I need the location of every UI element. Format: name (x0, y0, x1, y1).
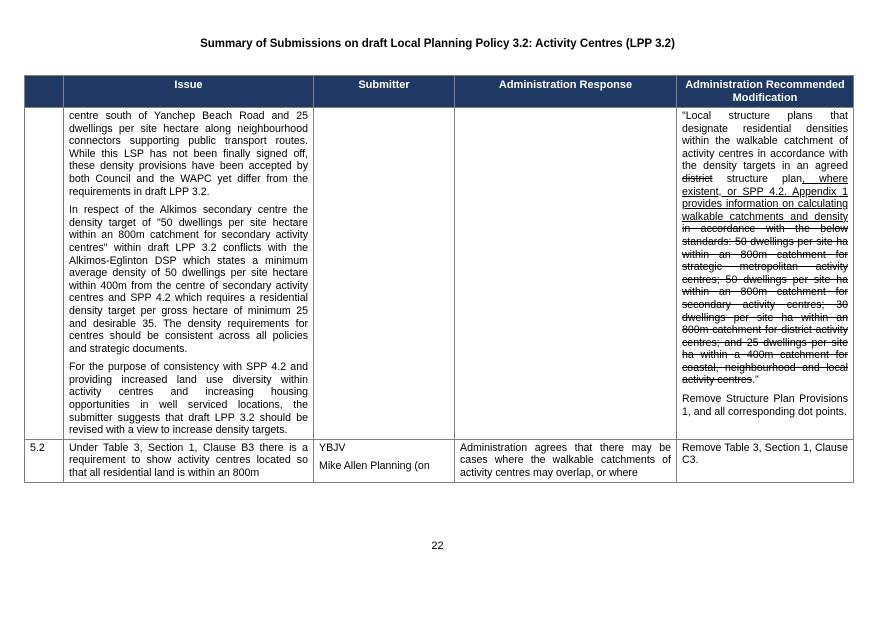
response-paragraph: Administration agrees that there may be cases where the walkable catchments of activity centres may overlap, or where (460, 441, 671, 480)
header-submitter: Submitter (314, 76, 455, 108)
table-row (25, 439, 854, 482)
deleted-text: district (682, 172, 713, 185)
modification-text: ." (752, 374, 759, 387)
submitter-cell (314, 439, 455, 482)
modification-paragraph: Remove Table 3, Section 1, Clause C3. (682, 441, 848, 467)
issue-paragraph: In respect of the Alkimos secondary centre the density target of "50 dwellings per site hectare within an 800m catchment for secondary activity centres" within draft LPP 3.2 conflicts with the Alkimos-Eglinton DSP which states a minimum average density of 50 dwellings per site hectare within 400m from the centre of secondary activity centres and SPP 4.2 which requires a residential density target per gross hectare of minimum 25 and desirable 35. The density requirements for centres should be consistent across all policies and strategic documents. (69, 204, 308, 355)
row-number: 5.2 (25, 439, 64, 482)
modification-text: "Local structure plans that designate residential densities within the walkable catchment of activity centres in accordance with the density targets in an agreed (682, 110, 848, 173)
header-admin-response: Administration Response (455, 76, 677, 108)
modification-text: structure plan (712, 172, 803, 185)
submitter-name: Mike Allen Planning (on (319, 460, 430, 473)
issue-paragraph: For the purpose of consistency with SPP 4.2 and providing increased land use diversity within activity centres and increasing housing opportunities in well serviced locations, the submitter suggests that draft LPP 3.2 should be revised with a view to increase density targets. (69, 361, 308, 437)
response-cell (455, 439, 677, 482)
inserted-text: , where existent, or SPP 4.2. Appendix 1 provides information on calculating walkable catchments and density (682, 172, 848, 223)
page-title: Summary of Submissions on draft Local Planning Policy 3.2: Activity Centres (LPP 3.2) (200, 38, 675, 50)
issue-paragraph: Under Table 3, Section 1, Clause B3 there is a requirement to show activity centres located so that all residential land is within an 800m (69, 441, 308, 480)
issue-cell (64, 108, 314, 440)
modification-cell (677, 439, 854, 482)
submitter-cell (314, 108, 455, 440)
deleted-text: in accordance with the below standards: 50 dwellings per site ha within an 800m catchment for strategic metropolitan activity centres; 50 dwellings per site ha within an 800m catchment for secondary activity centres; 30 dwellings per site ha within an 800m catchment for district activity centres; and 25 dwellings per site ha within a 400m catchment for coastal, neighbourhood and local activity centres (682, 223, 848, 387)
table-header-row (25, 76, 854, 108)
modification-paragraph: Remove Structure Plan Provisions 1, and all corresponding dot points. (682, 393, 848, 418)
header-recommended-modification: Administration Recommended Modification (677, 76, 854, 108)
issue-paragraph: centre south of Yanchep Beach Road and 25 dwellings per site hectare along neighbourhood connectors supporting public transport routes. While this LSP has not been finally signed off, these density provisions have been accepted by both Council and the WAPC yet differ from the requirements in draft LPP 3.2. (69, 110, 308, 198)
table-row (25, 108, 854, 440)
modification-cell (677, 108, 854, 440)
modification-paragraph (682, 110, 848, 387)
response-cell (455, 108, 677, 440)
header-issue: Issue (64, 76, 314, 108)
row-number (25, 108, 64, 440)
header-number (25, 76, 64, 108)
page-number: 22 (431, 540, 444, 552)
submissions-table (24, 75, 854, 483)
submitter-name: YBJV (319, 441, 346, 454)
issue-cell (64, 439, 314, 482)
